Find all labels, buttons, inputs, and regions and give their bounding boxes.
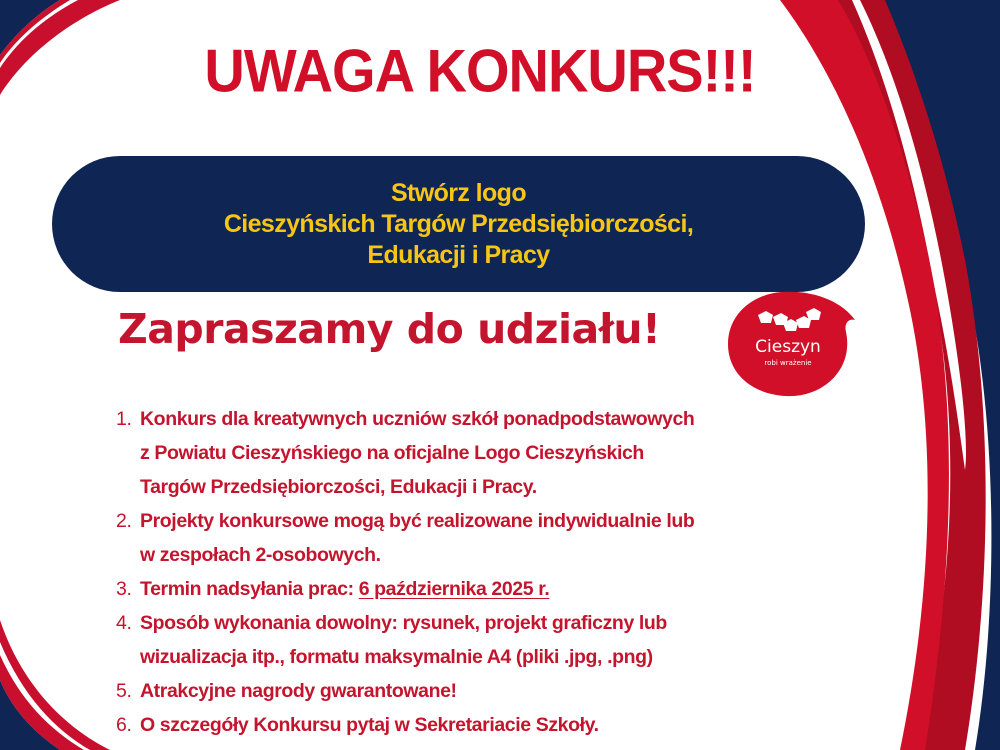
invitation-heading: Zapraszamy do udziału! [118,305,661,353]
cieszyn-logo [720,290,858,398]
rule-item-4 [116,606,694,674]
rule-item-5 [116,674,694,708]
logo-name: Cieszyn [755,337,821,357]
rule-line: Konkurs dla kreatywnych uczniów szkół ponadpodstawowych [140,408,695,430]
rule-item-2 [116,504,694,572]
rule-number: 3. [116,578,132,600]
rule-line: wizualizacja itp., formatu maksymalnie A4 (pliki .jpg, .png) [140,646,653,668]
rule-item-3 [116,572,694,606]
rule-line: Targów Przedsiębiorczości, Edukacji i Pracy. [140,476,537,498]
rule-line: Sposób wykonania dowolny: rysunek, projekt graficzny lub [140,612,667,634]
rule-item-6 [116,708,694,742]
rule-number: 6. [116,714,132,736]
deadline-date: 6 października 2025 r. [358,578,550,600]
rule-text [140,402,694,504]
rule-line: z Powiatu Cieszyńskiego na oficjalne Logo Cieszyńskich [140,442,644,464]
rule-text [140,708,599,742]
rule-text [140,572,549,606]
rule-item-1 [116,402,694,504]
rule-number: 4. [116,612,132,634]
rule-line: O szczegóły Konkursu pytaj w Sekretariacie Szkoły. [140,714,599,736]
banner-line-3: Edukacji i Pracy [367,240,550,269]
contest-banner [52,156,865,292]
banner-line-1: Stwórz logo [390,178,527,207]
deadline-label: Termin nadsyłania prac: [140,578,359,600]
headline: UWAGA KONKURS!!! [204,36,756,105]
rules-list [116,402,694,742]
rule-text [140,504,694,572]
rule-line: Atrakcyjne nagrody gwarantowane! [140,680,457,702]
banner-line-2: Cieszyńskich Targów Przedsiębiorczości, [223,209,694,238]
rule-line: Projekty konkursowe mogą być realizowane indywidualnie lub [140,510,695,532]
logo-tagline: robi wrażenie [764,359,812,367]
rule-number: 5. [116,680,132,702]
rule-text [140,674,457,708]
rule-number: 1. [116,408,132,430]
rule-text [140,606,667,674]
rule-line: w zespołach 2-osobowych. [140,544,381,566]
rule-number: 2. [116,510,132,532]
